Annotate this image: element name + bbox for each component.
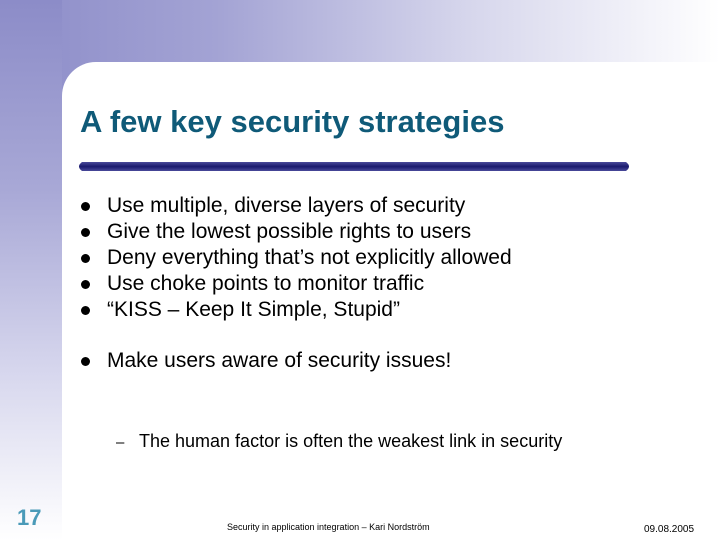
- bullet-dot-icon: [81, 306, 90, 315]
- bullet-dot-icon: [81, 202, 90, 211]
- title-underline: [76, 160, 632, 173]
- sub-bullet-text: The human factor is often the weakest link in security: [139, 431, 563, 451]
- bullet-dot-icon: [81, 228, 90, 237]
- background-gradient-left: [0, 0, 62, 540]
- slide-number: 17: [17, 505, 42, 530]
- bullet-text: Deny everything that’s not explicitly allowed: [107, 246, 512, 269]
- footer-text: Security in application integration – Kari Nordström: [227, 522, 430, 532]
- sub-bullet: [116, 431, 562, 452]
- bullet-text: Give the lowest possible rights to users: [107, 220, 472, 243]
- bullet-text: “KISS – Keep It Simple, Stupid”: [107, 298, 400, 321]
- bullet-text: Use choke points to monitor traffic: [107, 272, 425, 295]
- bullet-text: Use multiple, diverse layers of security: [107, 194, 466, 217]
- bullet-dot-icon: [81, 280, 90, 289]
- bullet-text: Make users aware of security issues!: [107, 349, 452, 372]
- bullet-dot-icon: [81, 254, 90, 263]
- bullet-dot-icon: [81, 357, 90, 366]
- footer-date: 09.08.2005: [644, 524, 695, 535]
- slide-title: A few key security strategies: [80, 104, 505, 139]
- sub-bullet-marker: –: [116, 434, 125, 451]
